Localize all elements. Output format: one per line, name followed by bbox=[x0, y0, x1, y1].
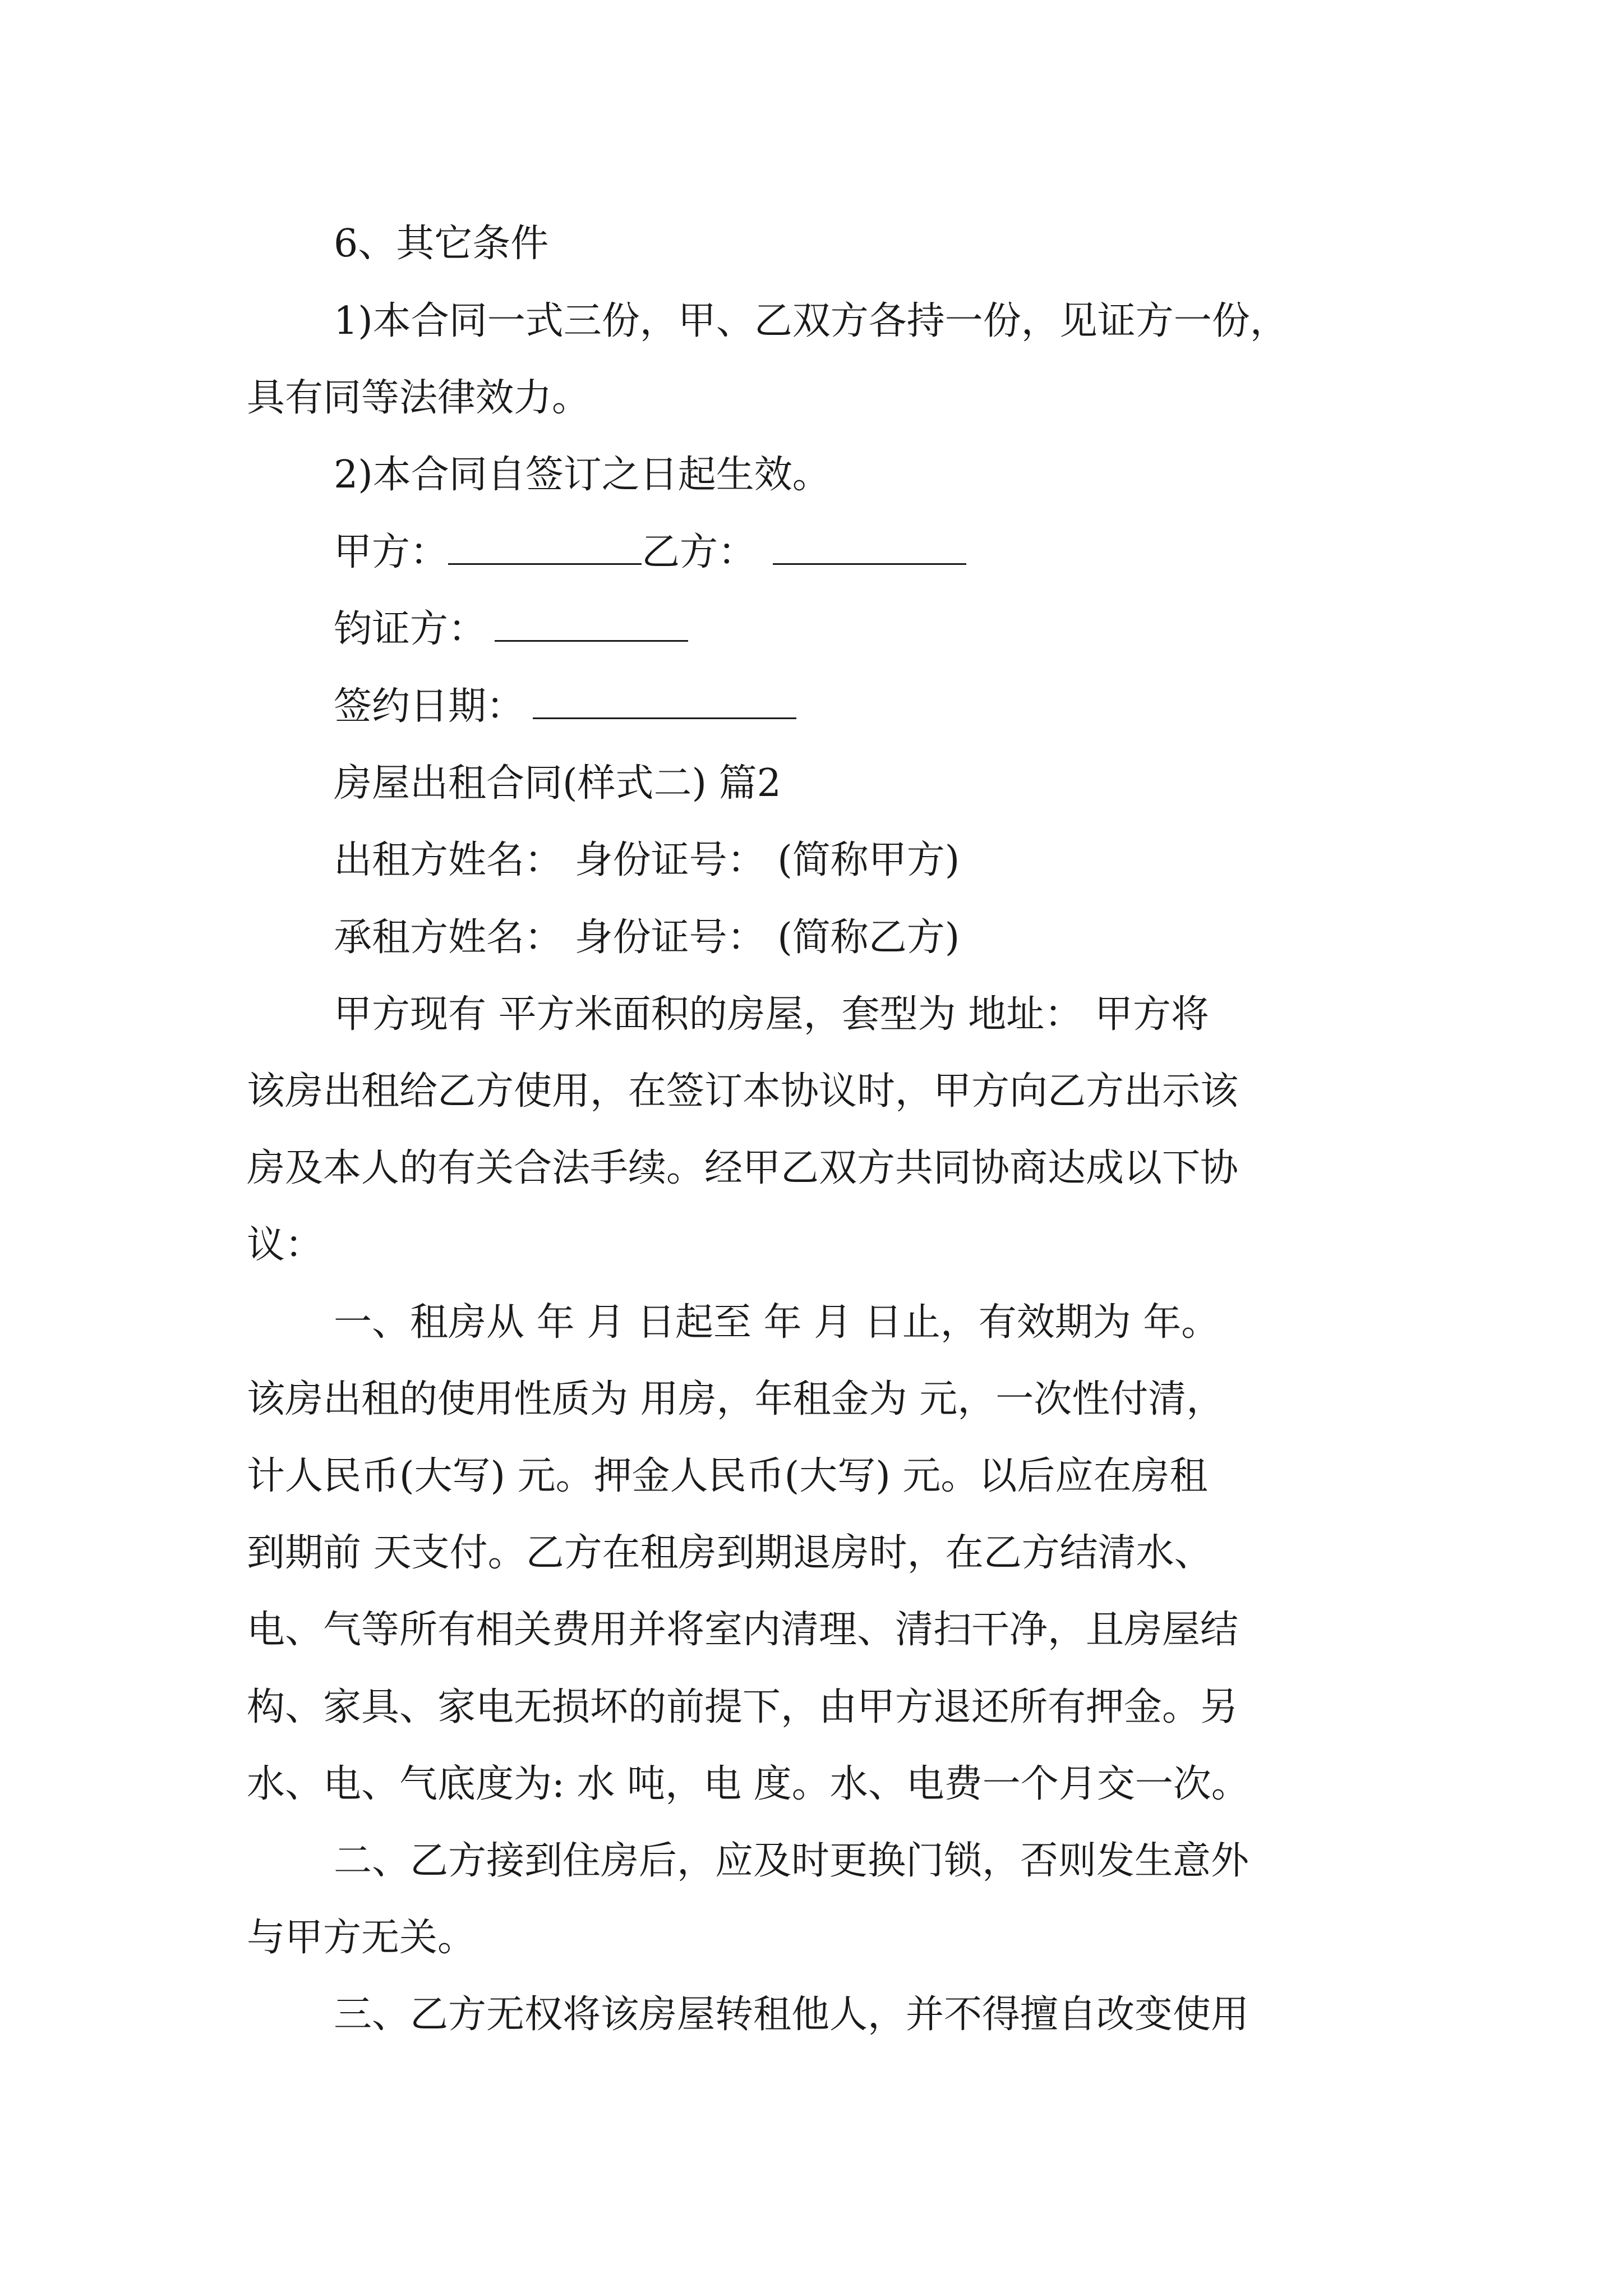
date-label: 签约日期： bbox=[334, 684, 525, 729]
witness-label: 钧证方： bbox=[334, 607, 487, 651]
signature-line-date bbox=[334, 679, 796, 735]
signature-line-parties bbox=[334, 524, 966, 581]
text-line: 构、家具、家电无损坏的前提下，由甲方退还所有押金。另 bbox=[247, 1685, 1239, 1729]
text-line: 甲方现有 平方米面积的房屋，套型为 地址： 甲方将 bbox=[334, 992, 1209, 1037]
party-b-label: 乙方： bbox=[642, 530, 757, 574]
text-line: 2)本合同自签订之日起生效。 bbox=[334, 453, 831, 497]
section-heading: 房屋出租合同(样式二) 篇2 bbox=[334, 761, 781, 806]
text-line: 1)本合同一式三份，甲、乙双方各持一份，见证方一份， bbox=[334, 299, 1288, 343]
text-line: 承租方姓名： 身份证号： (简称乙方) bbox=[334, 915, 960, 960]
text-line: 房及本人的有关合法手续。经甲乙双方共同协商达成以下协 bbox=[247, 1146, 1239, 1190]
text-line: 三、乙方无权将该房屋转租他人，并不得擅自改变使用 bbox=[334, 1993, 1249, 2037]
text-line: 与甲方无关。 bbox=[247, 1916, 476, 1960]
text-line: 该房出租的使用性质为 用房，年租金为 元，一次性付清， bbox=[247, 1377, 1225, 1421]
party-a-label: 甲方： bbox=[334, 530, 449, 574]
text-line: 一、租房从 年 月 日起至 年 月 日止，有效期为 年。 bbox=[334, 1300, 1220, 1345]
text-line: 6、其它条件 bbox=[334, 222, 549, 266]
party-b-blank bbox=[773, 528, 966, 565]
text-line: 电、气等所有相关费用并将室内清理、清扫干净，且房屋结 bbox=[247, 1608, 1239, 1652]
text-line: 水、电、气底度为: 水 吨，电 度。水、电费一个月交一次。 bbox=[247, 1762, 1249, 1806]
text-line: 出租方姓名： 身份证号： (简称甲方) bbox=[334, 838, 960, 882]
text-line: 具有同等法律效力。 bbox=[247, 376, 591, 420]
text-line: 到期前 天支付。乙方在租房到期退房时，在乙方结清水、 bbox=[247, 1531, 1212, 1575]
text-line: 该房出租给乙方使用，在签订本协议时，甲方向乙方出示该 bbox=[247, 1069, 1239, 1114]
witness-blank bbox=[495, 605, 688, 642]
party-a-blank bbox=[448, 528, 642, 565]
signature-line-witness bbox=[334, 601, 688, 657]
text-line: 计人民币(大写) 元。押金人民币(大写) 元。以后应在房租 bbox=[247, 1454, 1208, 1498]
text-line: 二、乙方接到住房后，应及时更换门锁，否则发生意外 bbox=[334, 1839, 1249, 1883]
date-blank bbox=[533, 683, 796, 719]
text-line: 议： bbox=[247, 1223, 324, 1267]
